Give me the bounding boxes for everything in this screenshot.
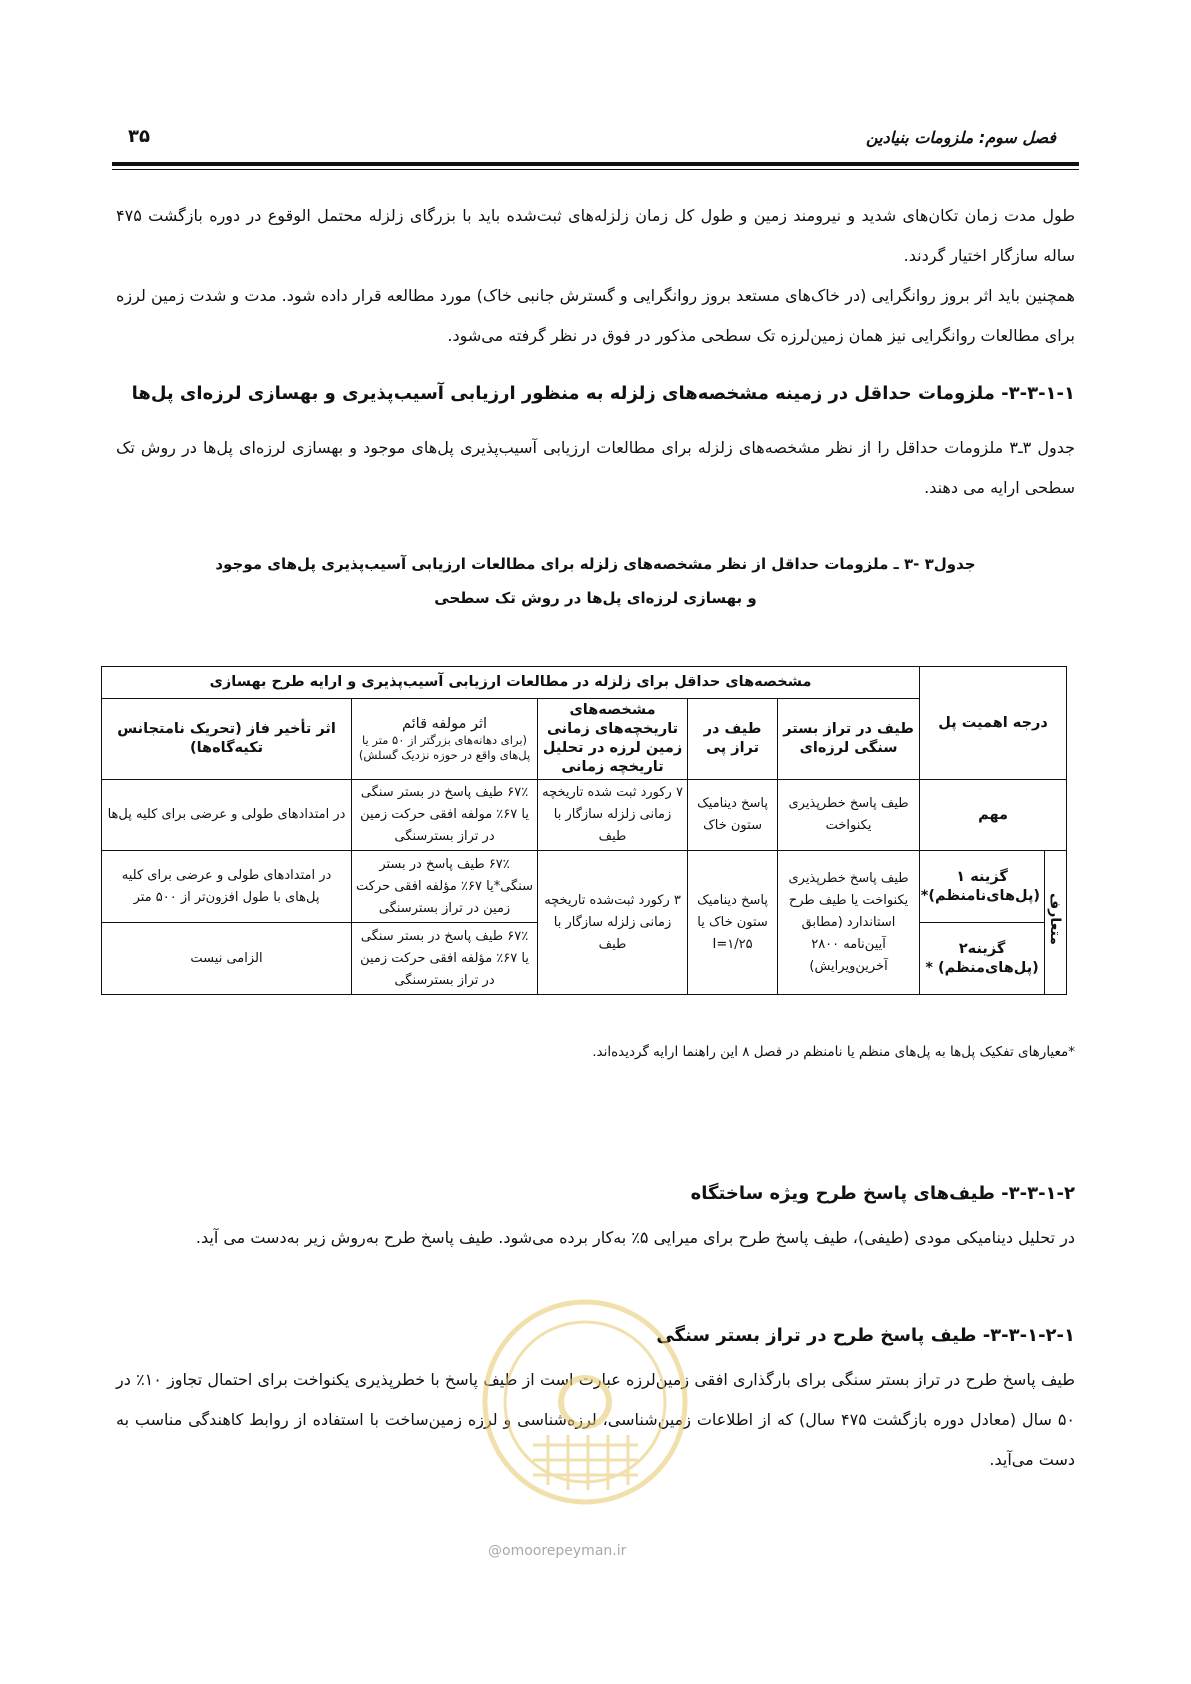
paragraph-duration: طول مدت زمان تکان‌های شدید و نیرومند زمین و طول کل زمان زلزله‌های ثبت‌شده باید با بزرگای زلزله محتمل الوقوع در دوره بازگشت ۴۷۵ ساله سازگار اختیار گردند. [116, 206, 1075, 265]
ordinary-timehistory: ۳ رکورد ثبت‌شده تاریخچه زمانی زلزله سازگار با طیف [538, 851, 688, 995]
row-important-foundation: پاسخ دینامیک ستون خاک [688, 780, 778, 851]
ordinary-label: متعارف [1047, 892, 1064, 945]
paragraph-table-intro: جدول ۳ـ۳ ملزومات حداقل را از نظر مشخصه‌های زلزله برای مطالعات ارزیابی آسیب‌پذیری پل‌های موجود و بهسازی لرزه‌ای پل‌ها در روش تک سطحی ارایه می دهند. [116, 438, 1075, 497]
page-number: ۳۵ [128, 126, 150, 147]
section-heading-bedrock-spectrum: ۳-۳-۱-۲-۱- طیف پاسخ طرح در تراز بستر سنگی [656, 1325, 1075, 1346]
paragraph-bedrock-spectrum: طیف پاسخ طرح در تراز بستر سنگی برای بارگذاری افقی زمین‌لرزه عبارت است از طیف پاسخ با خطرپذیری یکنواخت برای احتمال تجاوز ۱۰٪ در ۵۰ سال (معادل دوره بازگشت ۴۷۵ سال) که از اطلاعات زمین‌شناسی، لرزه‌شناسی و لرزه زمین‌ساخت با استفاده از روابط کاهندگی مناسب به دست می‌آید. [116, 1370, 1075, 1469]
table-caption-line1: جدول۳ -۳ ـ ملزومات حداقل از نظر مشخصه‌های زلزله برای مطالعات ارزیابی آسیب‌پذیری پل‌های موجود [215, 555, 976, 573]
chapter-title: فصل سوم: ملزومات بنیادین [866, 128, 1056, 147]
row-important-label: مهم [920, 780, 1067, 851]
row-important-phase: در امتدادهای طولی و عرضی برای کلیه پل‌ها [102, 780, 352, 851]
paragraph-modal-analysis: در تحلیل دینامیکی مودی (طیفی)، طیف پاسخ طرح برای میرایی ۵٪ به‌کار برده می‌شود. طیف پاسخ طرح به‌روش زیر به‌دست می آید. [195, 1228, 1075, 1247]
row-important-bedrock: طیف پاسخ خطرپذیری یکنواخت [778, 780, 920, 851]
header-rule-thin [112, 169, 1079, 170]
ordinary-bedrock: طیف پاسخ خطرپذیری یکنواخت یا طیف طرح استاندارد (مطابق آیین‌نامه ۲۸۰۰ آخرین‌ویرایش) [778, 851, 920, 995]
row-option1-vertical: ۶۷٪ طیف پاسخ در بستر سنگی*یا ۶۷٪ مؤلفه افقی حرکت زمین در تراز بسترسنگی [352, 851, 538, 923]
ordinary-foundation: پاسخ دینامیک ستون خاک یا I=۱/۲۵ [688, 851, 778, 995]
watermark-site: @omoorepeyman.ir [488, 1543, 627, 1559]
row-option2-label: گزینه۲ (پل‌های‌منظم) * [920, 923, 1045, 995]
section-heading-minimum-requirements: ۳-۳-۱-۱- ملزومات حداقل در زمینه مشخصه‌های زلزله به منظور ارزیابی آسیب‌پذیری و بهسازی لرزه‌ای پل‌ها [131, 383, 1075, 404]
header-rule-thick [112, 162, 1079, 166]
row-important-timehistory: ۷ رکورد ثبت شده تاریخچه زمانی زلزله سازگار با طیف [538, 780, 688, 851]
row-option1-phase: در امتدادهای طولی و عرضی برای کلیه پل‌های با طول افزون‌تر از ۵۰۰ متر [102, 851, 352, 923]
header-vertical-title: اثر مولفه قائم [401, 715, 488, 732]
requirements-table [101, 666, 1067, 995]
header-group: مشخصه‌های حداقل برای زلزله در مطالعات ارزیابی آسیب‌پذیری و ارایه طرح بهسازی [102, 667, 920, 699]
row-option2-phase: الزامی نیست [102, 923, 352, 995]
header-time-history: مشخصه‌های تاریخچه‌های زمانی زمین لرزه در تحلیل تاریخچه زمانی [538, 699, 688, 780]
header-foundation-spectrum: طیف در تراز پی [688, 699, 778, 780]
row-important-vertical: ۶۷٪ طیف پاسخ در بستر سنگی یا ۶۷٪ مولفه افقی حرکت زمین در تراز بسترسنگی [352, 780, 538, 851]
section-heading-site-spectra: ۳-۳-۱-۲- طیف‌های پاسخ طرح ویژه ساختگاه [690, 1183, 1075, 1204]
row-option2-vertical: ۶۷٪ طیف پاسخ در بستر سنگی یا ۶۷٪ مؤلفه افقی حرکت زمین در تراز بسترسنگی [352, 923, 538, 995]
table-caption-line2: و بهسازی لرزه‌ای پل‌ها در روش تک سطحی [434, 589, 757, 607]
row-option1-label: گزینه ۱ (پل‌های‌نامنظم)* [920, 851, 1045, 923]
header-vertical-note: (برای دهانه‌های بزرگتر از ۵۰ متر یا پل‌های واقع در حوزه نزدیک گسلش) [358, 732, 531, 762]
paragraph-liquefaction: همچنین باید اثر بروز روانگرایی (در خاک‌های مستعد بروز روانگرایی و گسترش جانبی خاک) مورد مطالعه قرار داده شود. مدت و شدت زمین لرزه برای مطالعات روانگرایی نیز همان زمین‌لرزه تک سطحی مذکور در فوق در نظر گرفته می‌شود. [116, 286, 1075, 345]
header-importance: درجه اهمیت پل [920, 667, 1067, 780]
header-vertical-component [352, 699, 538, 780]
table-footnote: *معیارهای تفکیک پل‌ها به پل‌های منظم یا نامنظم در فصل ۸ این راهنما ارایه گردیده‌اند. [592, 1044, 1075, 1060]
header-bedrock-spectrum: طیف در تراز بستر سنگی لرزه‌ای [778, 699, 920, 780]
watermark-seal-icon [478, 1295, 693, 1510]
ordinary-label-cell [1045, 851, 1067, 995]
header-phase-delay: اثر تأخیر فاز (تحریک نامتجانس تکیه‌گاه‌ها) [102, 699, 352, 780]
